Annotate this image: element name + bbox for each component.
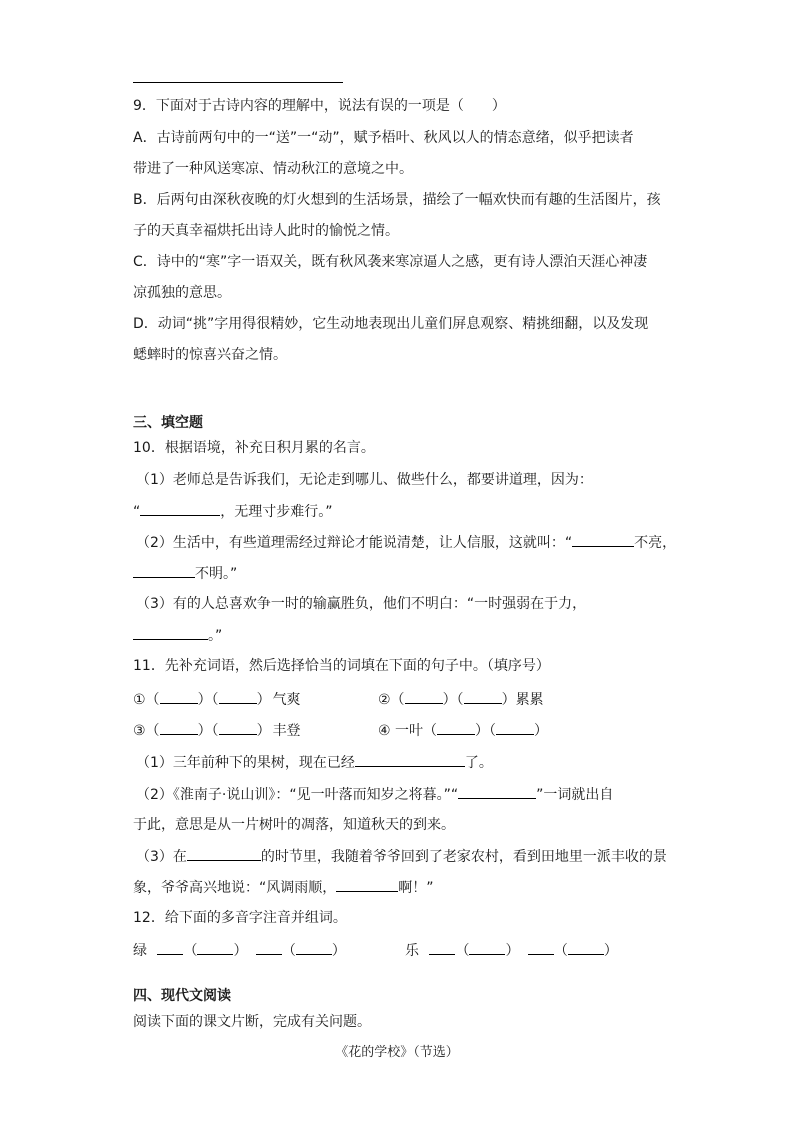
q11-sentence-2-line2: 于此，意思是从一片树叶的凋落，知道秋天的到来。 (133, 817, 455, 833)
q12-char1-lp-2: （ (281, 943, 296, 959)
q11-word-2 (378, 689, 544, 710)
q11-blank-s1[interactable] (355, 752, 465, 767)
q11-blank-s3b[interactable] (336, 877, 398, 892)
q11-word-2-blank-a[interactable] (405, 689, 443, 704)
q11-word-1-mid: ）（ (197, 692, 219, 708)
q12-char-1: 绿 (133, 943, 147, 959)
q11-sentence-3-line2 (133, 877, 434, 898)
q11-word-4 (378, 720, 548, 741)
q12-row-char-2 (405, 940, 618, 961)
section-4-heading: 四、现代文阅读 (133, 988, 231, 1004)
q12-char2-word-1[interactable] (469, 940, 505, 955)
q9-option-a-line1: A．古诗前两句中的一“送”一“动”，赋予梧叶、秋风以人的情态意绪，似乎把读者 (133, 130, 634, 146)
q11-word-1-suffix: 气爽 (272, 692, 301, 708)
q10-part2-end: 不亮， (634, 535, 677, 551)
q12-char2-pinyin-1[interactable] (429, 940, 455, 955)
q11-blank-s2[interactable] (458, 784, 536, 799)
q11-word-3-prefix: ③（ (133, 723, 160, 739)
q10-blank-1[interactable] (140, 501, 220, 516)
q11-word-3-blank-b[interactable] (219, 720, 257, 735)
q12-char1-rp-2: ） (331, 943, 346, 959)
q10-blank-4[interactable] (133, 625, 208, 640)
q11-word-1-blank-b[interactable] (219, 689, 257, 704)
q10-part2-tail: 不明。” (195, 566, 238, 582)
q12-char1-lp-1: （ (183, 943, 198, 959)
reading-title: 《花的学校》（节选） (335, 1045, 459, 1060)
q12-char2-lp-1: （ (455, 943, 470, 959)
q12-char2-lp-2: （ (553, 943, 568, 959)
q11-word-4-blank-a[interactable] (437, 720, 475, 735)
q11-sentence-1-end: 了。 (464, 755, 493, 771)
q11-sentence-2-tail: ”一词就出自 (536, 787, 614, 803)
q10-part2-text: （2）生活中，有些道理需经过辩论才能说清楚，让人信服，这就叫：“ (136, 535, 573, 551)
q11-word-3 (133, 720, 301, 741)
q11-sentence-2-line1 (136, 784, 613, 805)
q12-stem: 12．给下面的多音字注音并组词。 (133, 910, 347, 926)
q9-option-c-line2: 凉孤独的意思。 (133, 285, 231, 301)
q9-option-a-line2: 带进了一种风送寒凉、情动秋江的意境之中。 (133, 161, 413, 177)
q11-sentence-3-text2: 象，爷爷高兴地说：“风调雨顺， (133, 880, 337, 896)
q11-word-2-blank-b[interactable] (464, 689, 502, 704)
q11-word-3-suffix: 丰登 (272, 723, 301, 739)
q11-word-2-mid: ）（ (442, 692, 464, 708)
q10-blank-3[interactable] (133, 563, 195, 578)
q12-char-2: 乐 (405, 943, 419, 959)
q9-option-b-line2: 子的天真幸福烘托出诗人此时的愉悦之情。 (133, 223, 399, 239)
q11-word-3-blank-a[interactable] (160, 720, 198, 735)
q10-part3-line2 (133, 625, 222, 646)
reading-intro: 阅读下面的课文片断，完成有关问题。 (133, 1014, 371, 1030)
q12-char2-rp-1: ） (505, 943, 520, 959)
q11-word-1-blank-a[interactable] (160, 689, 198, 704)
q10-part1-text: ，无理寸步难行。” (220, 504, 333, 520)
q11-sentence-1-text: （1）三年前种下的果树，现在已经 (136, 755, 355, 771)
q12-char1-word-2[interactable] (296, 940, 332, 955)
q10-part1-line2 (133, 501, 333, 522)
q11-word-4-close: ） (534, 723, 549, 739)
q11-stem: 11．先补充词语，然后选择恰当的词填在下面的句子中。（填序号） (133, 658, 550, 674)
q11-sentence-3-prefix: （3）在 (136, 849, 187, 865)
section-3-heading: 三、填空题 (133, 415, 203, 431)
q9-option-c-line1: C．诗中的“寒”字一语双关，既有秋风袭来寒凉逼人之感，更有诗人漂泊天涯心神凄 (133, 254, 648, 270)
q10-part3-line1: （3）有的人总喜欢争一时的输赢胜负，他们不明白：“一时强弱在于力， (136, 596, 587, 612)
q11-sentence-2-text: （2）《淮南子·说山训》：“见一叶落而知岁之将暮。”“ (136, 787, 459, 803)
q11-word-2-suffix: 累累 (515, 692, 544, 708)
q11-word-3-mid: ）（ (197, 723, 219, 739)
q12-char2-rp-2: ） (603, 943, 618, 959)
q10-part3-tail: 。” (208, 628, 223, 644)
q11-word-4-prefix: ④ 一叶（ (378, 723, 438, 739)
q11-sentence-3-line1 (136, 846, 667, 867)
q11-sentence-3-end: 啊！” (398, 880, 434, 896)
q12-char1-word-1[interactable] (197, 940, 233, 955)
top-answer-line (133, 82, 343, 83)
q11-sentence-1 (136, 752, 493, 773)
q11-sentence-3-text: 的时节里，我随着爷爷回到了老家农村，看到田地里一派丰收的景 (260, 849, 667, 865)
q10-part2-line1 (136, 532, 676, 553)
q12-char1-pinyin-1[interactable] (157, 940, 183, 955)
q12-char2-pinyin-2[interactable] (528, 940, 554, 955)
q11-word-1-prefix: ①（ (133, 692, 160, 708)
q10-stem: 10．根据语境，补充日积月累的名言。 (133, 440, 375, 456)
q11-word-4-blank-b[interactable] (496, 720, 534, 735)
q11-word-4-mid: ）（ (475, 723, 497, 739)
q10-part1-line1: （1）老师总是告诉我们，无论走到哪儿、做些什么，都要讲道理，因为： (136, 472, 593, 488)
q9-stem: 9．下面对于古诗内容的理解中，说法有误的一项是（ ） (133, 98, 506, 114)
q11-blank-s3a[interactable] (187, 846, 261, 861)
q12-char2-word-2[interactable] (568, 940, 604, 955)
q12-row-char-1 (133, 940, 346, 961)
q9-option-d-line1: D．动词“挑”字用得很精妙，它生动地表现出儿童们屏息观察、精挑细翻，以及发现 (133, 316, 649, 332)
q11-word-2-close: ） (501, 692, 516, 708)
q11-word-2-prefix: ②（ (378, 692, 405, 708)
q10-part1-open-quote: “ (133, 504, 141, 520)
q10-part2-line2 (133, 563, 237, 584)
q12-char1-pinyin-2[interactable] (256, 940, 282, 955)
q11-word-1-close: ） (256, 692, 271, 708)
q9-option-b-line1: B．后两句由深秋夜晚的灯火想到的生活场景，描绘了一幅欢快而有趣的生活图片，孩 (133, 192, 661, 208)
q10-blank-2[interactable] (572, 532, 634, 547)
q11-word-1 (133, 689, 301, 710)
q12-char1-rp-1: ） (233, 943, 248, 959)
q11-word-3-close: ） (256, 723, 271, 739)
q9-option-d-line2: 蟋蟀时的惊喜兴奋之情。 (133, 347, 287, 363)
